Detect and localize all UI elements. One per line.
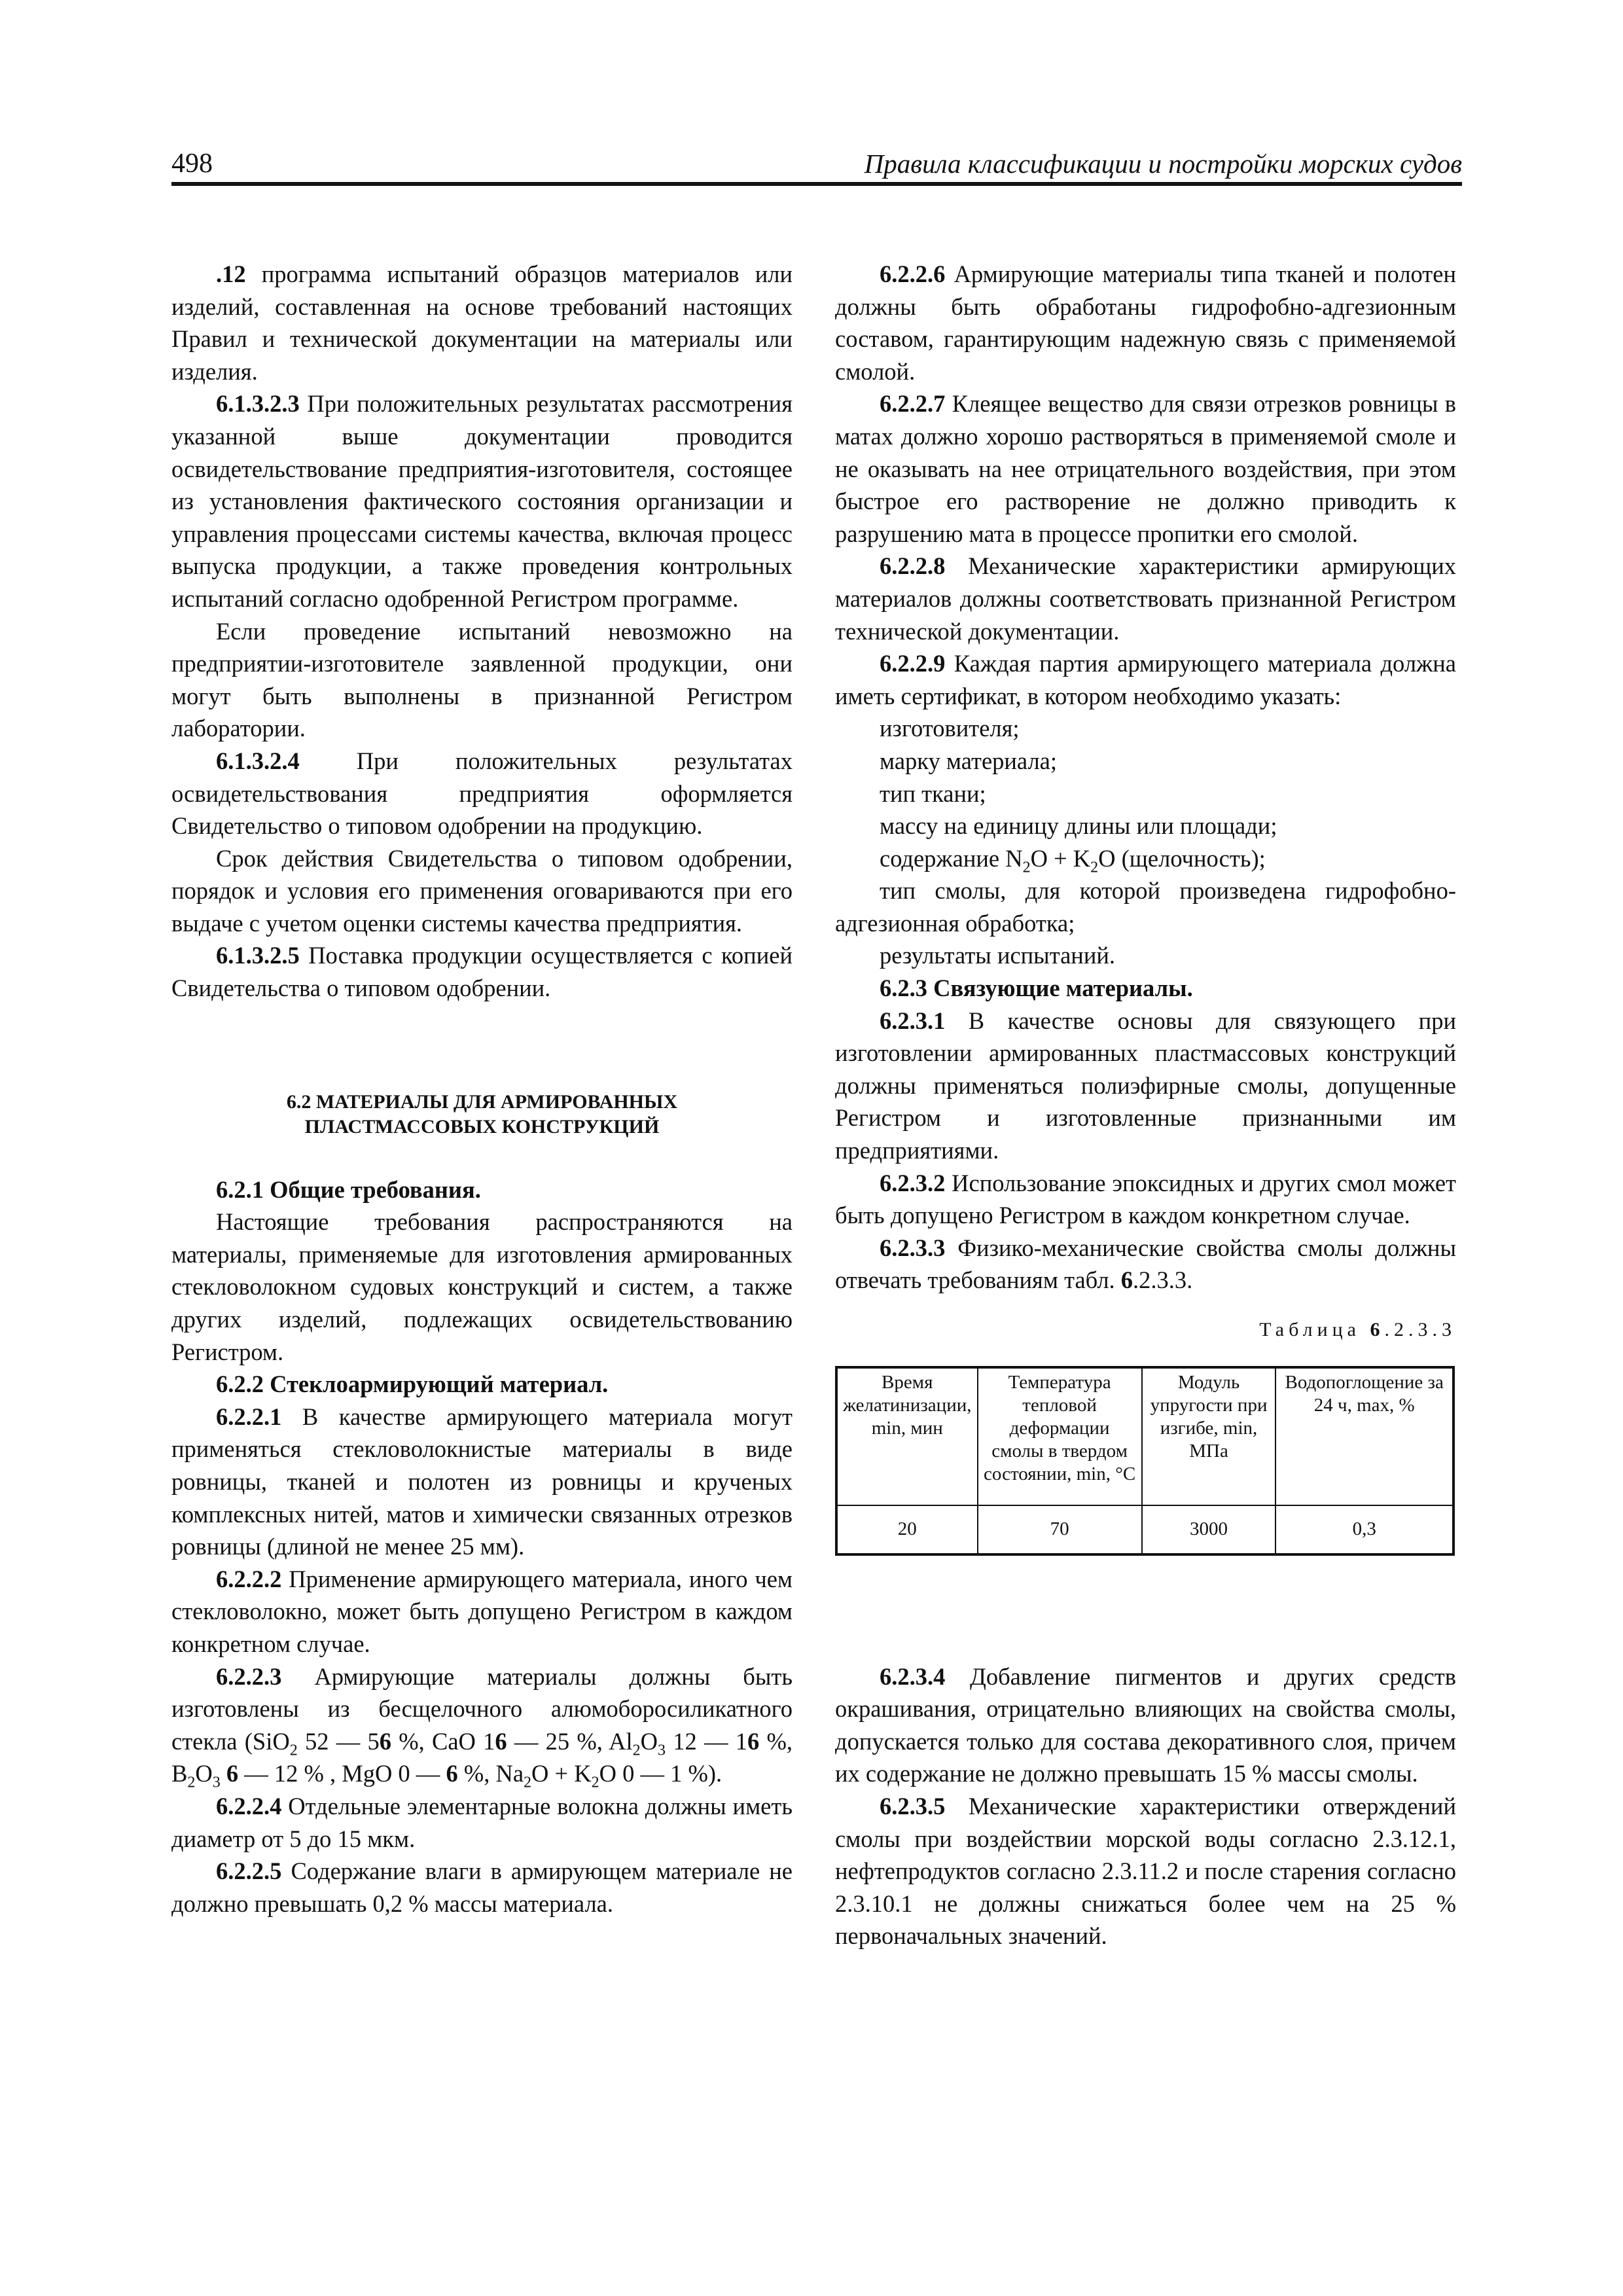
formula-text: — 12 % , MgO 0 —: [238, 1760, 446, 1787]
paragraph: [835, 258, 1456, 387]
table-header-cell: Модуль упругости при изгибе, min, МПа: [1142, 1367, 1276, 1505]
formula-text: O 0 — 1 %).: [599, 1760, 722, 1787]
clause-number: 6.2.2.3: [216, 1662, 282, 1690]
clause-number: 6.2.3.1: [880, 1007, 946, 1034]
clause-number: 6.2.2.7: [880, 390, 946, 418]
clause-number: 6.1.3.2.5: [216, 942, 300, 969]
table-cell: 3000: [1142, 1505, 1276, 1554]
formula-subscript: 2: [524, 1774, 532, 1791]
paragraph: [171, 939, 793, 1004]
formula-bold: 6: [446, 1760, 458, 1787]
paragraph-text: Срок действия Свидетельства о типовом одобрении, порядок и условия его применения оговариваются при его выдаче с учетом оценки системы качества предприятия.: [171, 844, 793, 937]
paragraph: [171, 615, 793, 745]
formula-text: SiO: [252, 1727, 290, 1755]
paragraph-text: Применение армирующего материала, иного чем стекловолокно, может быть допущено Регистром в каждом конкретном случае.: [171, 1565, 793, 1657]
paragraph-text: Каждая партия армирующего материала должна иметь сертификат, в котором необходимо указать:: [835, 650, 1456, 709]
list-item: [835, 842, 1456, 875]
clause-number: 6.2.2.8: [880, 552, 946, 580]
table-ref: .2.3.3.: [1133, 1266, 1193, 1294]
formula-text: %,: [759, 1727, 793, 1755]
paragraph: [835, 647, 1456, 712]
clause-number: 6.2.2.1: [216, 1403, 282, 1430]
spacer: [835, 1556, 1456, 1660]
paragraph-text: Физико-механические свойства смолы должны отвечать требованиям табл.: [835, 1234, 1456, 1294]
formula-text: O: [195, 1760, 213, 1787]
table-caption-text: Таблица: [1259, 1319, 1370, 1340]
paragraph: [835, 1167, 1456, 1232]
paragraph-text: Механические характеристики армирующих материалов должны соответствовать признанной Регистром технической документации.: [835, 552, 1456, 645]
paragraph-text: Отдельные элементарные волокна должны иметь диаметр от 5 до 15 мкм.: [171, 1792, 793, 1852]
formula-text: Na: [495, 1760, 524, 1787]
clause-number: 6.1.3.2.3: [216, 390, 300, 418]
list-item-text: O (щелочность);: [1098, 844, 1266, 872]
clause-number: 6.2.2.9: [880, 650, 946, 677]
list-item-text: содержание N: [880, 844, 1023, 872]
page-number: 498: [171, 149, 213, 179]
paragraph: [835, 1660, 1456, 1790]
table-caption: [835, 1314, 1456, 1346]
table-caption-bold: 6: [1370, 1319, 1385, 1340]
right-column: [835, 258, 1456, 1952]
paragraph-text: При положительных результатах освидетельствования предприятия оформляется Свидетельство о типовом одобрении на продукцию.: [171, 747, 793, 840]
subsection-heading: 6.2.3 Связующие материалы.: [880, 975, 1193, 1002]
list-item: марку материала;: [880, 747, 1058, 774]
paragraph-text: В качестве основы для связующего при изготовлении армированных пластмассовых конструкций должны применяться полиэфирные смолы, допущенные Регистром и изготовленные признанными им предприятиями.: [835, 1007, 1456, 1164]
clause-number: 6.2.3.3: [880, 1234, 946, 1261]
table-ref-bold: 6: [1120, 1266, 1133, 1294]
paragraph-text: Поставка продукции осуществляется с копией Свидетельства о типовом одобрении.: [171, 942, 793, 1002]
paragraph-text: Клеящее вещество для связи отрезков ровницы в матах должно хорошо растворяться в применяемой смоле и не оказывать на нее отрицательного воздействия, при этом быстрое его растворение не должно приводить к разрушению мата в процессе пропитки его смолой.: [835, 390, 1456, 547]
list-item: тип смолы, для которой произведена гидрофобно-адгезионная обработка;: [835, 877, 1456, 937]
section-title-line: ПЛАСТМАССОВЫХ КОНСТРУКЦИЙ: [304, 1115, 660, 1138]
formula-subscript: 3: [212, 1774, 221, 1791]
table-header-cell: Время желатинизации, min, мин: [836, 1367, 978, 1505]
clause-number: 6.2.3.2: [880, 1169, 946, 1196]
subsection-heading: 6.2.2 Стеклоармирующий материал.: [216, 1371, 609, 1398]
formula-text: %, CaO 1: [391, 1727, 495, 1755]
paragraph: [171, 1206, 793, 1368]
paragraph-text: Механические характеристики отверждений смолы при воздействии морской воды согласно 2.3.12.1, нефтепродуктов согласно 2.3.11.2 и после старения согласно 2.3.10.1 не должны снижаться более чем на 25 % первоначальных значений.: [835, 1792, 1456, 1950]
formula-subscript: 3: [657, 1742, 666, 1759]
formula-text: 12 — 1: [665, 1727, 747, 1755]
spacer: [171, 1139, 793, 1174]
section-title: [171, 1090, 793, 1139]
paragraph-text: Армирующие материалы типа тканей и полотен должны быть обработаны гидрофобно-адгезионным составом, гарантирующим надежную связь с применяемой смолой.: [835, 260, 1456, 385]
paragraph-text: Содержание влаги в армирующем материале не должно превышать 0,2 % массы материала.: [171, 1857, 793, 1917]
paragraph-text: Настоящие требования распространяются на материалы, применяемые для изготовления армированных стекловолокном судовых конструкций и систем, а также других изделий, подлежащих освидетельствованию Регистром.: [171, 1208, 793, 1365]
paragraph-text: При положительных результатах рассмотрения указанной выше документации проводится освидетельствование предприятия-изготовителя, состоящее из установления фактического состояния организации и управления процессами системы качества, включая процесс выпуска продукции, а также проведения контрольных испытаний согласно одобренной Регистром программе.: [171, 390, 793, 612]
clause-number: 6.2.3.5: [880, 1792, 946, 1820]
table-cell: 0,3: [1275, 1505, 1454, 1554]
list-item: массу на единицу длины или площади;: [880, 812, 1277, 840]
clause-number: 6.2.3.4: [880, 1662, 946, 1690]
clause-number: 6.1.3.2.4: [216, 747, 300, 774]
header-rule: [171, 182, 1462, 186]
paragraph: [171, 1401, 793, 1563]
table-cell: 70: [978, 1505, 1142, 1554]
list-item: тип ткани;: [880, 780, 986, 807]
paragraph: [171, 387, 793, 615]
table-row: [836, 1505, 1454, 1554]
resin-properties-table: [835, 1366, 1455, 1556]
clause-number: 6.2.2.5: [216, 1857, 282, 1885]
clause-number: 6.2.2.2: [216, 1565, 282, 1592]
paragraph-text: Если проведение испытаний невозможно на предприятии-изготовителе заявленной продукции, они могут быть выполнены в признанной Регистром лаборатории.: [171, 617, 793, 742]
paragraph: [835, 1005, 1456, 1167]
section-title-line: 6.2 МАТЕРИАЛЫ ДЛЯ АРМИРОВАННЫХ: [286, 1090, 678, 1113]
subsection-heading: 6.2.1 Общие требования.: [216, 1175, 481, 1203]
formula-text: O: [640, 1727, 658, 1755]
paragraph: [171, 1563, 793, 1660]
formula-text: B: [171, 1760, 188, 1787]
paragraph: [171, 842, 793, 940]
table-header-cell: Температура тепловой деформации смолы в твердом состоянии, min, °С: [978, 1367, 1142, 1505]
clause-number: 6.2.2.6: [880, 260, 946, 287]
paragraph: [171, 1660, 793, 1790]
paragraph: [835, 550, 1456, 647]
formula-bold: 6: [495, 1727, 507, 1755]
table-cell: 20: [836, 1505, 978, 1554]
list-item: результаты испытаний.: [880, 942, 1116, 969]
paragraph-text: В качестве армирующего материала могут применяться стекловолокнистые материалы в виде ровницы, тканей и полотен из ровницы и крученых комплексных нитей, матов и химически связанных отрезков ровницы (длиной не менее 25 мм).: [171, 1403, 793, 1560]
table-header-row: [836, 1367, 1454, 1505]
paragraph: [835, 387, 1456, 550]
paragraph: [171, 1855, 793, 1920]
spacer: [835, 1297, 1456, 1314]
clause-number: .12: [216, 260, 246, 287]
formula-text: Al: [609, 1727, 633, 1755]
list-item-text: O + K: [1030, 844, 1091, 872]
formula-subscript: 2: [187, 1774, 196, 1791]
formula-subscript: 2: [591, 1774, 599, 1791]
formula-text: 52 — 5: [297, 1727, 380, 1755]
formula-text: — 25 %,: [507, 1727, 609, 1755]
paragraph: [171, 745, 793, 842]
formula-subscript: 2: [632, 1742, 641, 1759]
paragraph-text: Использование эпоксидных и других смол может быть допущено Регистром в каждом конкретном случае.: [835, 1169, 1456, 1229]
paragraph-text: программа испытаний образцов материалов или изделий, составленная на основе требований настоящих Правил и технической документации на материалы или изделия.: [171, 260, 793, 385]
left-column: [171, 258, 793, 1920]
formula-text: O + K: [531, 1760, 592, 1787]
formula-subscript: 2: [289, 1742, 298, 1759]
table-caption-text: .2.3.3: [1384, 1319, 1456, 1340]
paragraph-text: Армирующие материалы должны быть изготовлены из бесщелочного алюмоборосиликатного стекла (: [171, 1662, 793, 1755]
clause-number: 6.2.2.4: [216, 1792, 282, 1820]
formula-bold: 6: [220, 1760, 239, 1787]
formula-bold: 6: [379, 1727, 391, 1755]
formula-bold: 6: [747, 1727, 760, 1755]
table-header-cell: Водопоглощение за 24 ч, max, %: [1275, 1367, 1454, 1505]
formula-subscript: 2: [1022, 858, 1031, 876]
paragraph: [171, 258, 793, 387]
running-title: Правила классификации и постройки морских судов: [864, 149, 1462, 179]
formula-text: %,: [457, 1760, 496, 1787]
paragraph: [835, 1790, 1456, 1952]
formula-subscript: 2: [1090, 858, 1099, 876]
list-item: изготовителя;: [880, 715, 1020, 742]
paragraph: [171, 1790, 793, 1855]
page-header: [171, 148, 1462, 181]
paragraph: [835, 1232, 1456, 1297]
paragraph-text: Добавление пигментов и других средств окрашивания, отрицательно влияющих на свойства смолы, допускается только для состава декоративного слоя, причем их содержание не должно превышать 15 % массы смолы.: [835, 1662, 1456, 1787]
spacer: [171, 1005, 793, 1090]
